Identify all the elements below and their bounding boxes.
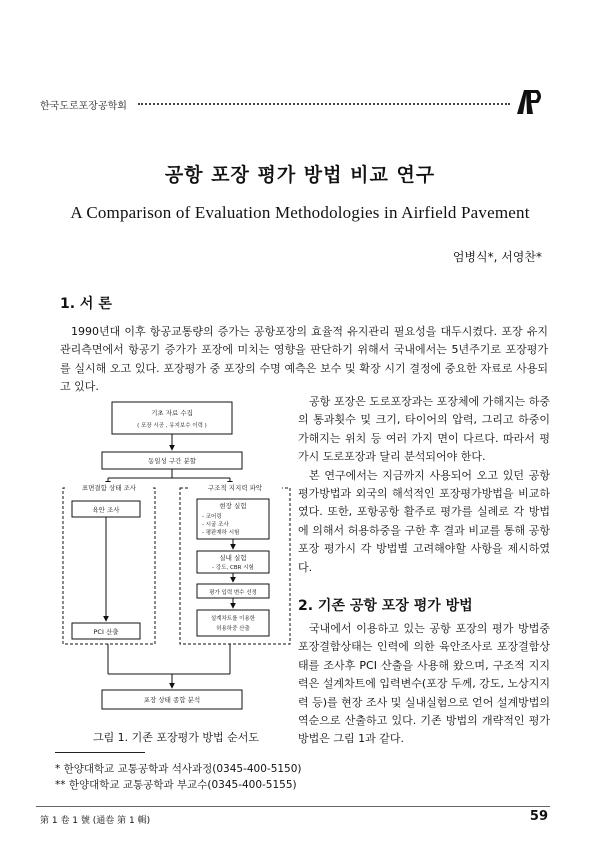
section-1-heading: 1. 서 론 xyxy=(60,296,112,312)
flow-text-pci: PCI 산출 xyxy=(93,628,119,636)
header-dotted-rule xyxy=(138,103,510,105)
authors: 엄병식*, 서영찬* xyxy=(452,250,542,264)
flow-text-left-group: 표면결함 상태 조사 xyxy=(81,484,137,492)
flow-text-field-item-2: - 시굴 조사 xyxy=(202,522,229,528)
flow-text-field-item-3: - 평판재하 시험 xyxy=(202,530,240,536)
section-2-heading: 2. 기존 공항 포장 평가 방법 xyxy=(298,598,473,614)
flow-text-box2: 동일성 구간 분할 xyxy=(147,457,197,465)
flow-text-input-select: 평가 입력 변수 선정 xyxy=(209,590,257,596)
page-number: 59 xyxy=(529,809,548,824)
footer-issue: 第 1 卷 1 號 (通卷 第 1 輯) xyxy=(40,816,151,826)
flow-box-allowable-load xyxy=(197,610,269,636)
flow-text-field-title: 현장 실험 xyxy=(219,502,247,510)
footnote-rule xyxy=(55,752,145,753)
flow-text-final: 포장 상태 종합 분석 xyxy=(143,696,201,704)
flow-text-lab-title: 실내 실험 xyxy=(219,554,247,562)
section-1-paragraph-2-3 xyxy=(298,393,550,577)
section-1-paragraph-3: 본 연구에서는 지금까지 사용되어 오고 있던 공항평가방법과 외국의 해석적인 포장평가방법을 비교하였다. 또한, 포항공항 활주로 평가를 실례로 각 방법에 의해서 허용하중을 구한 후 결과 비교를 통해 공항포장 평가시 각 방법별 고려해야할 사항을 제시하였다. xyxy=(298,468,550,574)
flow-text-right-group: 구조적 지지력 파악 xyxy=(207,484,263,492)
footer-rule xyxy=(36,806,550,807)
flow-text-visual: 육안 조사 xyxy=(92,506,120,514)
flow-text-design-line2: 허용하중 산출 xyxy=(216,626,250,632)
flow-text-box1-line2: ( 포장 시공 , 유지보수 이력 ) xyxy=(137,423,207,429)
title-english: A Comparison of Evaluation Methodologies in Airfield Pavement xyxy=(70,203,530,222)
flow-box-data-collection xyxy=(112,402,232,434)
section-2-paragraph-1: 국내에서 이용하고 있는 공항 포장의 평가 방법중 포장결함상태는 인력에 의한 육안조사로 포장결함상태를 조사후 PCI 산출을 사용해 왔으며, 구조적 지지력은 설계차트에 입력변수(포장 두께, 강도, 노상지지력 등)를 현장 조사 및 실내실험으로 얻어 설계방법의 역순으로 산출하고 있다. 기존 방법의 개략적인 평가 방법은 그림 1과 같다. xyxy=(298,622,550,746)
figure-1-caption: 그림 1. 기존 포장평가 방법 순서도 xyxy=(92,731,260,744)
footnote-2: ** 한양대학교 교통공학과 부교수(0345-400-5155) xyxy=(55,779,297,791)
journal-logo-icon xyxy=(514,86,544,116)
flow-text-box1-line1: 기초 자료 수집 xyxy=(151,409,193,417)
section-1-paragraph-2: 공항 포장은 도로포장과는 포장체에 가해지는 하중의 통과횟수 및 크기, 타이어의 압력, 그리고 하중이 가해지는 위치 등 여러 가지 면이 다르다. 따라서 평가시 도로포장과 달리 분석되어야 한다. xyxy=(298,395,550,464)
journal-name: 한국도로포장공학회 xyxy=(40,101,127,112)
title-korean: 공항 포장 평가 방법 비교 연구 xyxy=(164,164,436,186)
flow-text-lab-item-1: - 강도, CBR 시험 xyxy=(212,565,254,571)
figure-1-flowchart xyxy=(60,398,294,723)
footnote-1: * 한양대학교 교통공학과 석사과정(0345-400-5150) xyxy=(55,763,302,775)
flow-text-field-item-1: - 코어링 xyxy=(202,514,222,520)
section-1-paragraph-1: 1990년대 이후 항공교통량의 증가는 공항포장의 효율적 유지관리 필요성을 대두시켰다. 포장 유지관리측면에서 항공기 증가가 포장에 미치는 영향을 판단하기 위해서 국내에서는 5년주기로 포장평가를 실시해 오고 있다. 포장평가 중 포장의 수명 예측은 보수 및 확장 시기 결정에 중요한 자료로 사용되고 있다. xyxy=(60,325,548,394)
flow-text-design-line1: 설계차트를 이용한 xyxy=(210,616,256,622)
